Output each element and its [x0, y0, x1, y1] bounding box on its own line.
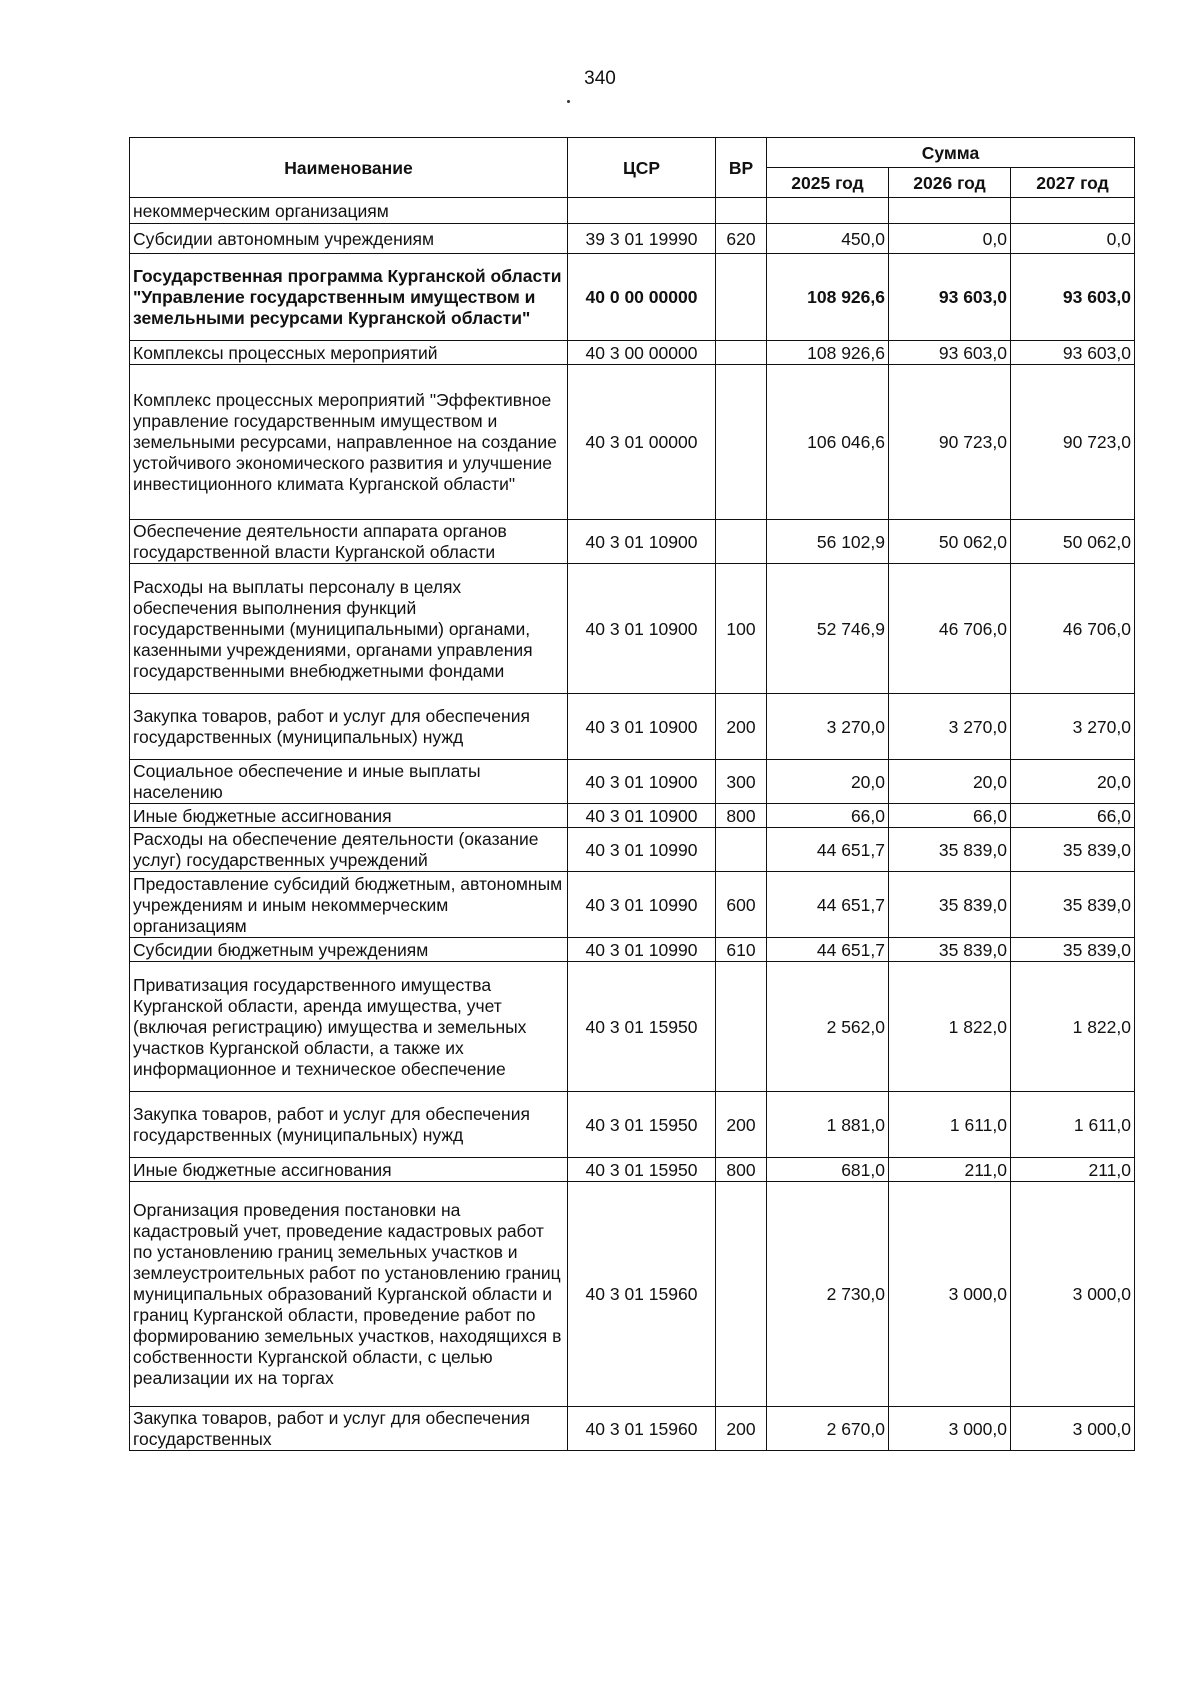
cell-vr: [716, 1182, 767, 1407]
table-header: [130, 138, 1135, 198]
cell-name: Государственная программа Курганской области "Управление государственным имуществом и земельными ресурсами Курганской области": [130, 254, 568, 341]
cell-csr: 40 3 01 00000: [568, 365, 716, 520]
cell-vr: 200: [716, 694, 767, 760]
cell-2026: 3 270,0: [889, 694, 1011, 760]
table-row: [130, 962, 1135, 1092]
table-row: [130, 938, 1135, 962]
cell-2025: 44 651,7: [767, 938, 889, 962]
cell-csr: 40 0 00 00000: [568, 254, 716, 341]
cell-2027: [1011, 198, 1135, 224]
cell-2027: 93 603,0: [1011, 341, 1135, 365]
table-row: [130, 760, 1135, 804]
cell-2025: 2 670,0: [767, 1407, 889, 1451]
cell-2026: 1 822,0: [889, 962, 1011, 1092]
cell-2027: 3 000,0: [1011, 1182, 1135, 1407]
header-name: Наименование: [130, 138, 568, 198]
cell-vr: [716, 962, 767, 1092]
cell-name: Субсидии автономным учреждениям: [130, 224, 568, 254]
header-vr: ВР: [716, 138, 767, 198]
cell-2026: 90 723,0: [889, 365, 1011, 520]
cell-2025: 2 730,0: [767, 1182, 889, 1407]
cell-name: Комплексы процессных мероприятий: [130, 341, 568, 365]
cell-2025: 66,0: [767, 804, 889, 828]
cell-2026: 20,0: [889, 760, 1011, 804]
cell-2027: 35 839,0: [1011, 828, 1135, 872]
cell-2025: [767, 198, 889, 224]
cell-2025: 108 926,6: [767, 254, 889, 341]
cell-name: некоммерческим организациям: [130, 198, 568, 224]
cell-vr: 800: [716, 804, 767, 828]
cell-csr: 40 3 01 15950: [568, 1158, 716, 1182]
cell-csr: 40 3 01 15950: [568, 1092, 716, 1158]
cell-2026: 66,0: [889, 804, 1011, 828]
cell-2027: 93 603,0: [1011, 254, 1135, 341]
cell-vr: [716, 254, 767, 341]
cell-name: Закупка товаров, работ и услуг для обеспечения государственных (муниципальных) нужд: [130, 694, 568, 760]
cell-csr: 40 3 01 10900: [568, 694, 716, 760]
cell-2026: 46 706,0: [889, 564, 1011, 694]
cell-2027: 46 706,0: [1011, 564, 1135, 694]
cell-name: Расходы на обеспечение деятельности (оказание услуг) государственных учреждений: [130, 828, 568, 872]
cell-vr: [716, 341, 767, 365]
cell-2027: 35 839,0: [1011, 872, 1135, 938]
cell-vr: [716, 828, 767, 872]
cell-2026: 93 603,0: [889, 341, 1011, 365]
cell-2025: 20,0: [767, 760, 889, 804]
cell-2027: 3 000,0: [1011, 1407, 1135, 1451]
cell-vr: [716, 198, 767, 224]
cell-csr: 40 3 01 10990: [568, 872, 716, 938]
cell-name: Социальное обеспечение и иные выплаты населению: [130, 760, 568, 804]
cell-2027: 211,0: [1011, 1158, 1135, 1182]
cell-csr: 40 3 01 10900: [568, 564, 716, 694]
cell-csr: 40 3 01 15950: [568, 962, 716, 1092]
cell-2027: 1 822,0: [1011, 962, 1135, 1092]
table-row: [130, 224, 1135, 254]
cell-2026: 35 839,0: [889, 938, 1011, 962]
cell-2027: 0,0: [1011, 224, 1135, 254]
cell-2025: 1 881,0: [767, 1092, 889, 1158]
header-sum: Сумма: [767, 138, 1135, 168]
cell-2027: 50 062,0: [1011, 520, 1135, 564]
cell-name: Иные бюджетные ассигнования: [130, 804, 568, 828]
table-row: [130, 694, 1135, 760]
table-row: [130, 564, 1135, 694]
cell-2026: 35 839,0: [889, 872, 1011, 938]
cell-2025: 44 651,7: [767, 828, 889, 872]
cell-csr: 40 3 01 10990: [568, 938, 716, 962]
scan-dot: [567, 100, 570, 103]
cell-2027: 66,0: [1011, 804, 1135, 828]
table-row: [130, 828, 1135, 872]
cell-vr: 100: [716, 564, 767, 694]
budget-table: [129, 137, 1135, 1451]
cell-csr: 40 3 01 15960: [568, 1407, 716, 1451]
cell-2026: 35 839,0: [889, 828, 1011, 872]
cell-name: Закупка товаров, работ и услуг для обеспечения государственных: [130, 1407, 568, 1451]
cell-name: Организация проведения постановки на кадастровый учет, проведение кадастровых работ по установлению границ земельных участков и землеустроительных работ по установлению границ муниципальных образований Курганской области и границ Курганской области, проведение работ по формированию земельных участков, находящихся в собственности Курганской области, с целью реализации их на торгах: [130, 1182, 568, 1407]
cell-vr: 600: [716, 872, 767, 938]
cell-2025: 2 562,0: [767, 962, 889, 1092]
cell-2026: 3 000,0: [889, 1182, 1011, 1407]
cell-2025: 56 102,9: [767, 520, 889, 564]
table-row: [130, 1092, 1135, 1158]
cell-2027: 90 723,0: [1011, 365, 1135, 520]
cell-vr: [716, 365, 767, 520]
cell-name: Закупка товаров, работ и услуг для обеспечения государственных (муниципальных) нужд: [130, 1092, 568, 1158]
cell-csr: 40 3 00 00000: [568, 341, 716, 365]
table-row: [130, 1158, 1135, 1182]
table-row: [130, 520, 1135, 564]
cell-vr: 200: [716, 1407, 767, 1451]
page-number: 340: [584, 68, 616, 89]
table-row: [130, 804, 1135, 828]
header-2026: 2026 год: [889, 168, 1011, 198]
header-2025: 2025 год: [767, 168, 889, 198]
cell-2025: 3 270,0: [767, 694, 889, 760]
cell-2026: 3 000,0: [889, 1407, 1011, 1451]
cell-csr: 40 3 01 10900: [568, 804, 716, 828]
cell-csr: 40 3 01 10900: [568, 760, 716, 804]
cell-2026: [889, 198, 1011, 224]
cell-2027: 3 270,0: [1011, 694, 1135, 760]
cell-2027: 35 839,0: [1011, 938, 1135, 962]
cell-2027: 20,0: [1011, 760, 1135, 804]
cell-vr: 610: [716, 938, 767, 962]
table-row: [130, 341, 1135, 365]
cell-2026: 93 603,0: [889, 254, 1011, 341]
table-body: [130, 198, 1135, 1451]
header-csr: ЦСР: [568, 138, 716, 198]
table-row: [130, 872, 1135, 938]
cell-2025: 52 746,9: [767, 564, 889, 694]
cell-vr: 200: [716, 1092, 767, 1158]
cell-2026: 1 611,0: [889, 1092, 1011, 1158]
cell-name: Иные бюджетные ассигнования: [130, 1158, 568, 1182]
cell-csr: 40 3 01 10900: [568, 520, 716, 564]
cell-csr: 40 3 01 15960: [568, 1182, 716, 1407]
cell-csr: 39 3 01 19990: [568, 224, 716, 254]
cell-name: Обеспечение деятельности аппарата органов государственной власти Курганской области: [130, 520, 568, 564]
table-row: [130, 198, 1135, 224]
table-row: [130, 1182, 1135, 1407]
cell-2025: 44 651,7: [767, 872, 889, 938]
cell-vr: 620: [716, 224, 767, 254]
cell-name: Предоставление субсидий бюджетным, автономным учреждениям и иным некоммерческим организациям: [130, 872, 568, 938]
header-2027: 2027 год: [1011, 168, 1135, 198]
cell-name: Субсидии бюджетным учреждениям: [130, 938, 568, 962]
table-row: [130, 254, 1135, 341]
cell-2025: 450,0: [767, 224, 889, 254]
cell-vr: 800: [716, 1158, 767, 1182]
cell-2026: 211,0: [889, 1158, 1011, 1182]
cell-2026: 0,0: [889, 224, 1011, 254]
cell-2027: 1 611,0: [1011, 1092, 1135, 1158]
cell-vr: 300: [716, 760, 767, 804]
cell-name: Комплекс процессных мероприятий "Эффективное управление государственным имуществом и земельными ресурсами, направленное на создание устойчивого экономического развития и улучшение инвестиционного климата Курганской области": [130, 365, 568, 520]
cell-2025: 681,0: [767, 1158, 889, 1182]
cell-name: Приватизация государственного имущества Курганской области, аренда имущества, учет (включая регистрацию) имущества и земельных участков Курганской области, а также их информационное и техническое обеспечение: [130, 962, 568, 1092]
table-row: [130, 1407, 1135, 1451]
cell-csr: 40 3 01 10990: [568, 828, 716, 872]
table-row: [130, 365, 1135, 520]
cell-2026: 50 062,0: [889, 520, 1011, 564]
cell-vr: [716, 520, 767, 564]
cell-2025: 106 046,6: [767, 365, 889, 520]
cell-csr: [568, 198, 716, 224]
cell-2025: 108 926,6: [767, 341, 889, 365]
cell-name: Расходы на выплаты персоналу в целях обеспечения выполнения функций государственными (муниципальными) органами, казенными учреждениями, органами управления государственными внебюджетными фондами: [130, 564, 568, 694]
